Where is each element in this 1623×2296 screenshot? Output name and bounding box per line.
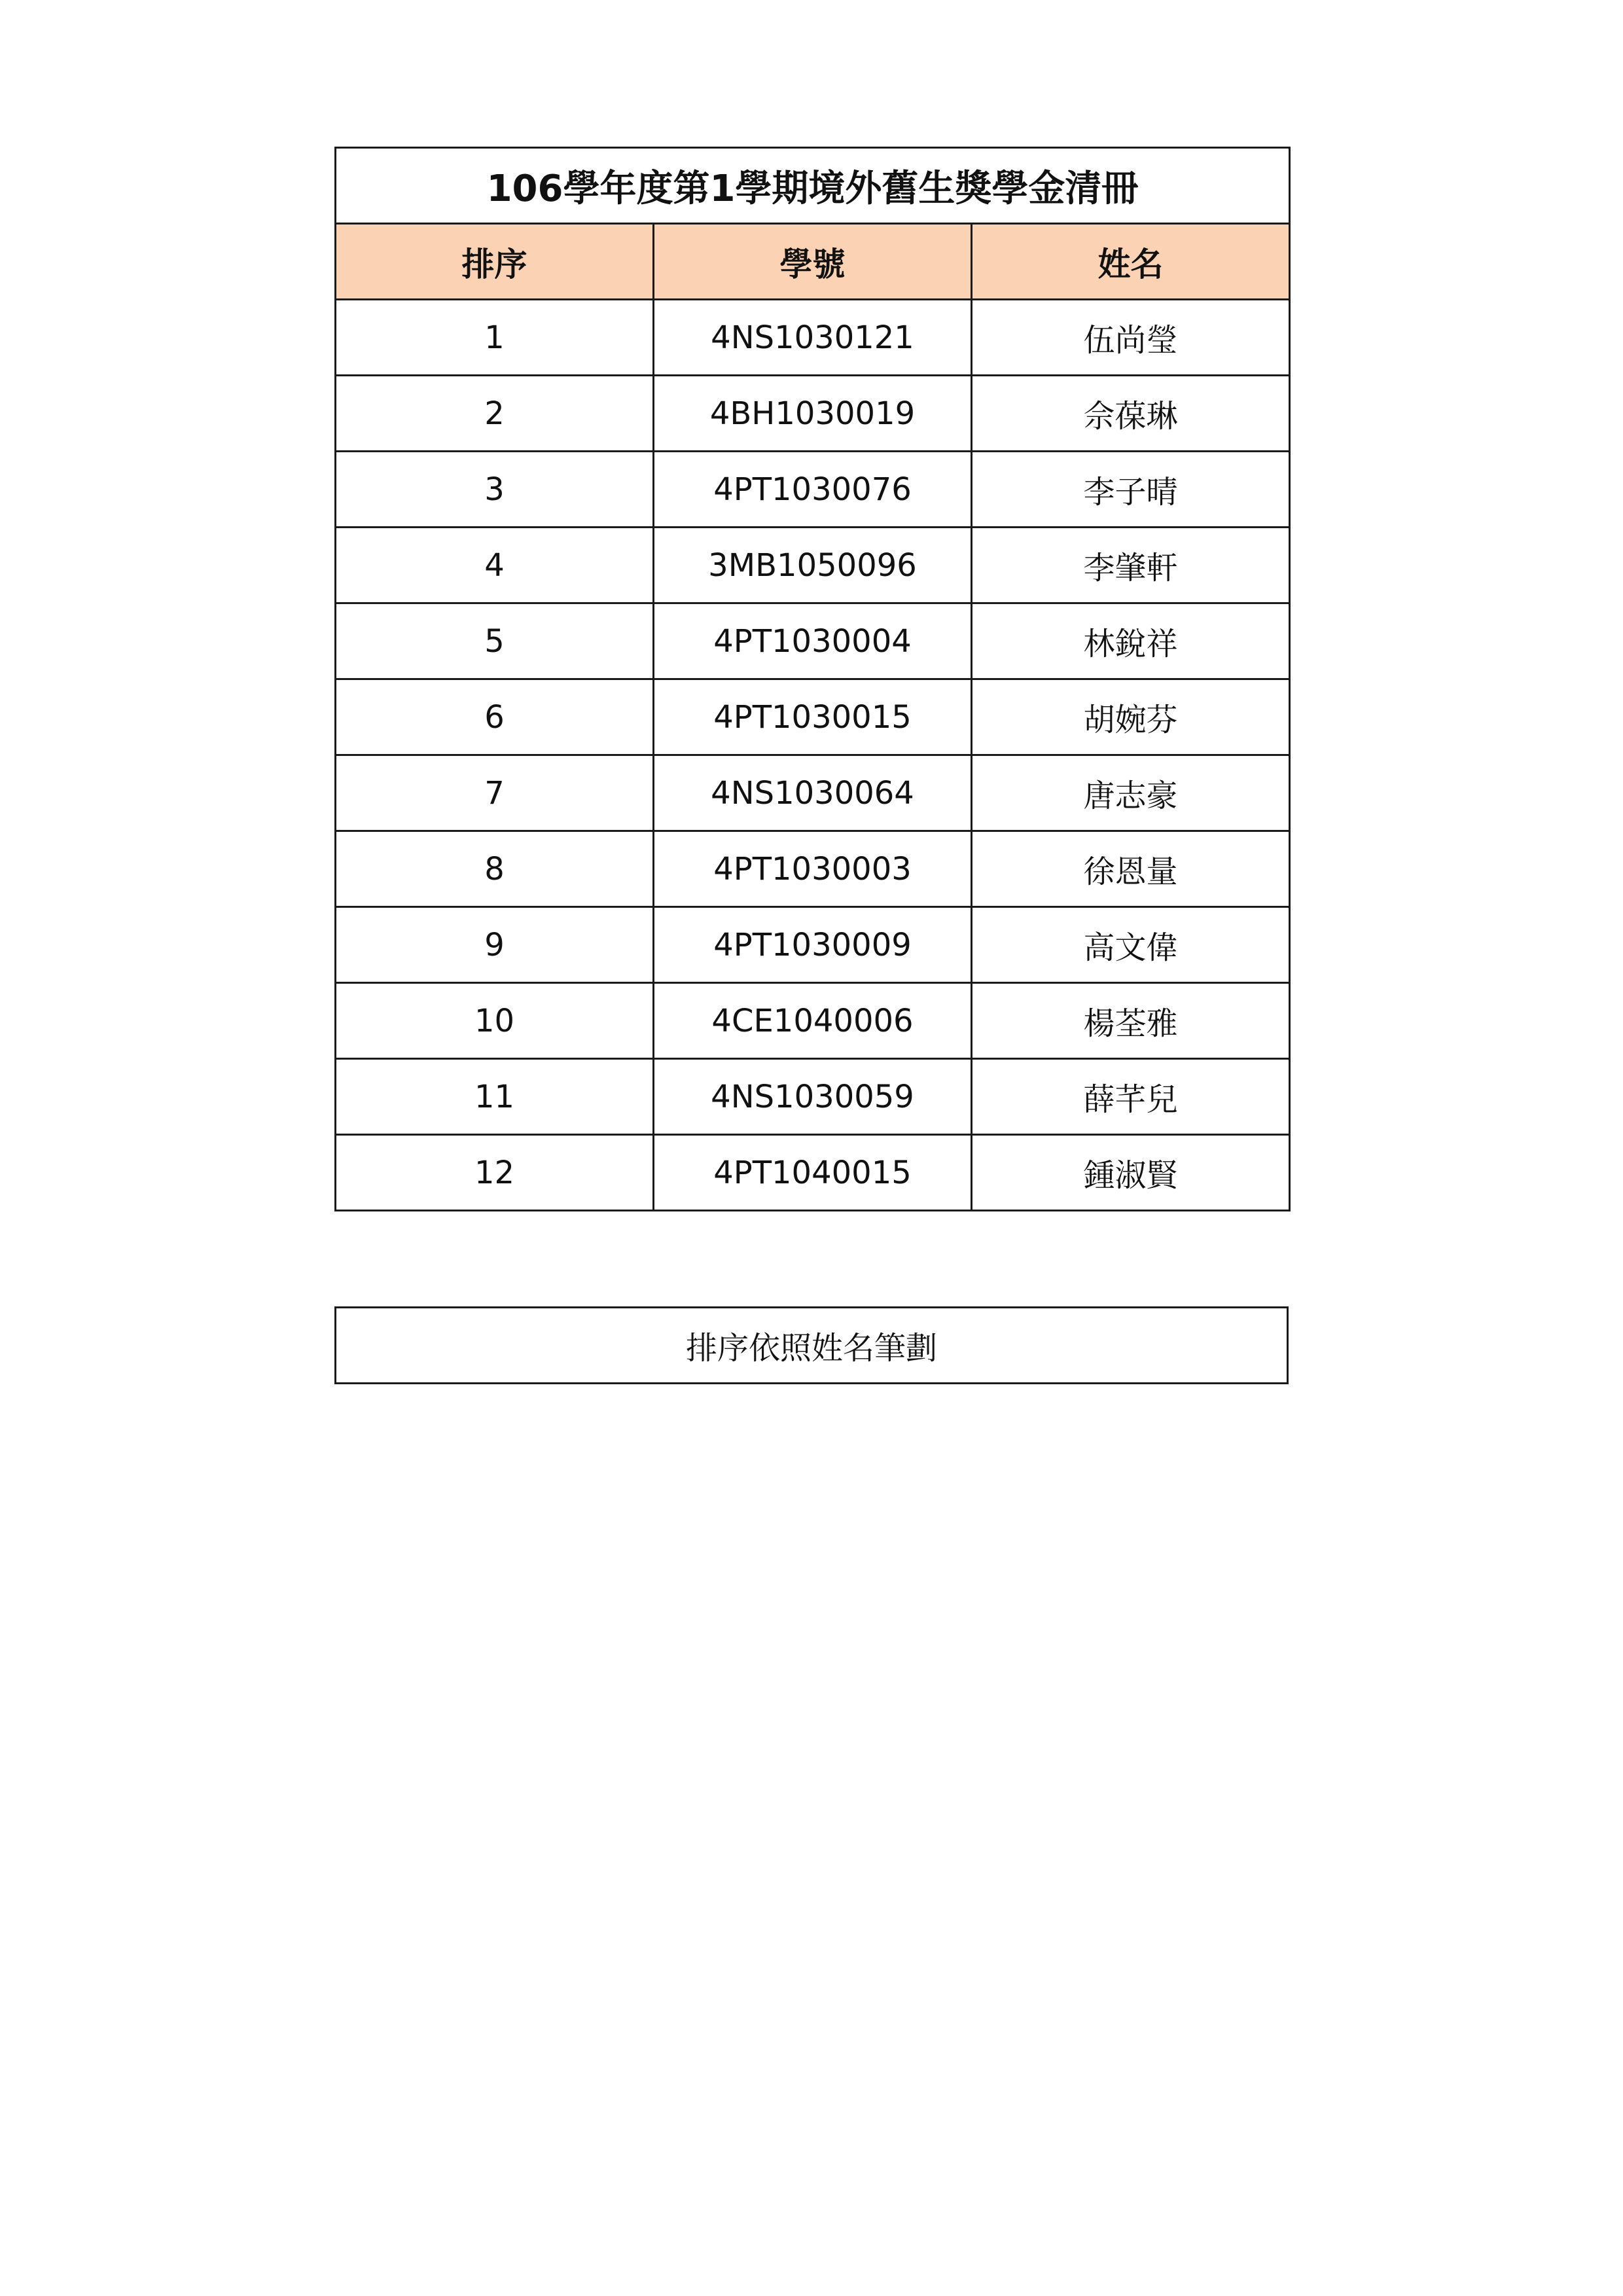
column-header-rank: 排序 bbox=[336, 224, 654, 300]
name-cell: 伍尚瑩 bbox=[972, 300, 1290, 376]
name-cell: 佘葆琳 bbox=[972, 376, 1290, 452]
rank-cell: 6 bbox=[336, 679, 654, 755]
rank-cell: 4 bbox=[336, 528, 654, 603]
rank-cell: 3 bbox=[336, 452, 654, 528]
table-row bbox=[336, 1059, 1290, 1135]
student-id-cell: 4NS1030059 bbox=[654, 1059, 972, 1135]
table-row bbox=[336, 679, 1290, 755]
rank-cell: 11 bbox=[336, 1059, 654, 1135]
name-cell: 楊荃雅 bbox=[972, 983, 1290, 1059]
title-row bbox=[336, 148, 1290, 224]
name-cell: 唐志豪 bbox=[972, 755, 1290, 831]
table-row bbox=[336, 1135, 1290, 1211]
student-id-cell: 4NS1030064 bbox=[654, 755, 972, 831]
student-id-cell: 4PT1030004 bbox=[654, 603, 972, 679]
student-id-cell: 4PT1040015 bbox=[654, 1135, 972, 1211]
column-header-name: 姓名 bbox=[972, 224, 1290, 300]
student-id-cell: 4PT1030009 bbox=[654, 907, 972, 983]
student-id-cell: 4PT1030015 bbox=[654, 679, 972, 755]
rank-cell: 8 bbox=[336, 831, 654, 907]
student-id-cell: 4BH1030019 bbox=[654, 376, 972, 452]
rank-cell: 12 bbox=[336, 1135, 654, 1211]
student-id-cell: 4NS1030121 bbox=[654, 300, 972, 376]
rank-cell: 10 bbox=[336, 983, 654, 1059]
student-id-cell: 4PT1030003 bbox=[654, 831, 972, 907]
name-cell: 胡婉芬 bbox=[972, 679, 1290, 755]
student-id-cell: 4PT1030076 bbox=[654, 452, 972, 528]
column-header-student-id: 學號 bbox=[654, 224, 972, 300]
table-title: 106學年度第1學期境外舊生獎學金清冊 bbox=[336, 148, 1290, 224]
name-cell: 薛芊兒 bbox=[972, 1059, 1290, 1135]
table-row bbox=[336, 603, 1290, 679]
table-row bbox=[336, 300, 1290, 376]
name-cell: 高文偉 bbox=[972, 907, 1290, 983]
name-cell: 林銳祥 bbox=[972, 603, 1290, 679]
sort-note-text: 排序依照姓名筆劃 bbox=[685, 1330, 937, 1367]
table-row bbox=[336, 907, 1290, 983]
table-row bbox=[336, 528, 1290, 603]
table-row bbox=[336, 755, 1290, 831]
table-row bbox=[336, 831, 1290, 907]
rank-cell: 9 bbox=[336, 907, 654, 983]
header-row bbox=[336, 224, 1290, 300]
table-body bbox=[336, 300, 1290, 1211]
scholarship-roster-table bbox=[334, 147, 1291, 1211]
name-cell: 李子晴 bbox=[972, 452, 1290, 528]
sort-note bbox=[334, 1306, 1289, 1384]
student-id-cell: 3MB1050096 bbox=[654, 528, 972, 603]
name-cell: 李肇軒 bbox=[972, 528, 1290, 603]
rank-cell: 5 bbox=[336, 603, 654, 679]
table-row bbox=[336, 983, 1290, 1059]
student-id-cell: 4CE1040006 bbox=[654, 983, 972, 1059]
table-row bbox=[336, 376, 1290, 452]
name-cell: 鍾淑賢 bbox=[972, 1135, 1290, 1211]
rank-cell: 7 bbox=[336, 755, 654, 831]
rank-cell: 1 bbox=[336, 300, 654, 376]
table-row bbox=[336, 452, 1290, 528]
name-cell: 徐恩量 bbox=[972, 831, 1290, 907]
rank-cell: 2 bbox=[336, 376, 654, 452]
